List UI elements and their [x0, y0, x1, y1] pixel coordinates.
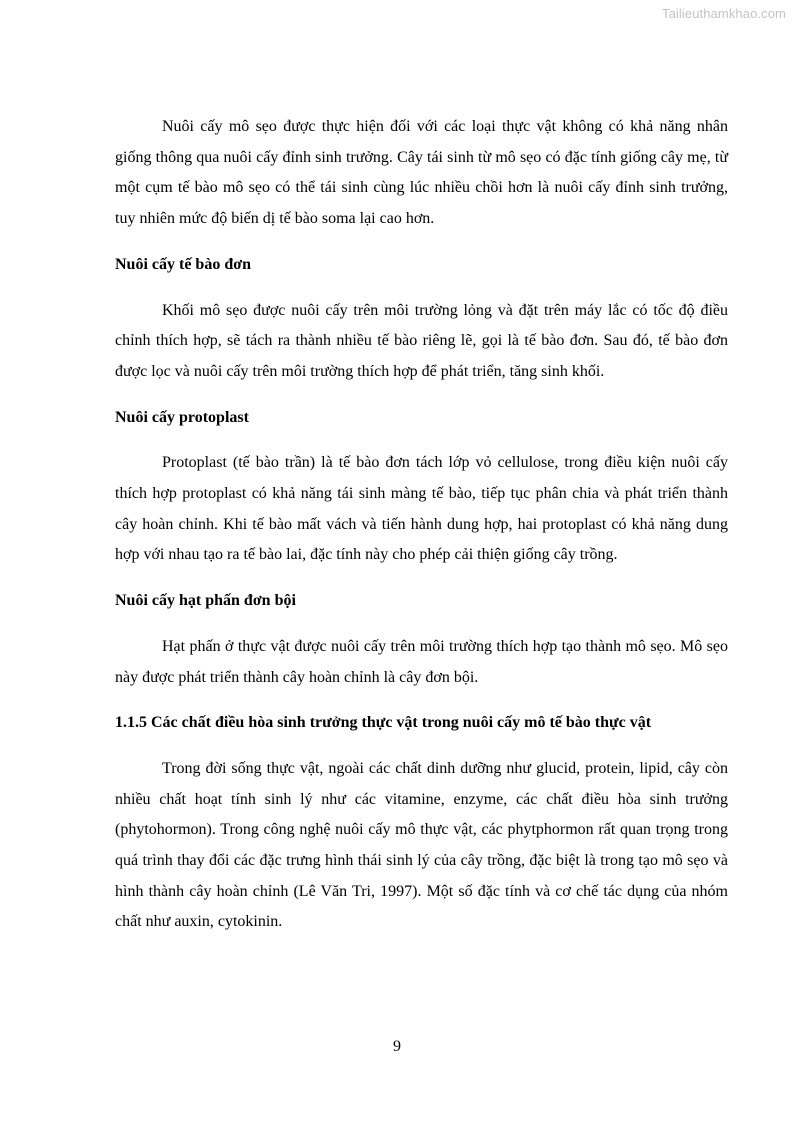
paragraph-protoplast-culture: Protoplast (tế bào trần) là tế bào đơn tách lớp vỏ cellulose, trong điều kiện nuôi cấy thích hợp protoplast có khả năng tái sinh màng tế bào, tiếp tục phân chia và phát triển thành cây hoàn chỉnh. Khi tế bào mất vách và tiến hành dung hợp, hai protoplast có khả năng dung hợp với nhau tạo ra tế bào lai, đặc tính này cho phép cải thiện giống cây trồng.: [115, 454, 728, 564]
watermark: Tailieuthamkhao.com: [661, 6, 786, 21]
paragraph-haploid-pollen-culture: Hạt phấn ở thực vật được nuôi cấy trên môi trường thích hợp tạo thành mô sẹo. Mô sẹo này được phát triển thành cây hoàn chỉnh là cây đơn bội.: [115, 637, 728, 686]
spacer: [115, 281, 728, 296]
paragraph-plant-growth-regulators: Trong đời sống thực vật, ngoài các chất dinh dưỡng như glucid, protein, lipid, cây còn nhiều chất hoạt tính sinh lý như các vitamine, enzyme, các chất điều hòa sinh trưởng (phytohormon). Trong công nghệ nuôi cấy mô thực vật, các phytphormon rất quan trọng trong quá trình thay đổi các đặc trưng hình thái sinh lý của cây trồng, đặc biệt là trong tạo mô sẹo và hình thành cây hoàn chỉnh (Lê Văn Tri, 1997). Một số đặc tính và cơ chế tác dụng của nhóm chất như auxin, cytokinin.: [115, 759, 728, 931]
spacer: [115, 617, 728, 632]
heading-haploid-pollen-culture: Nuôi cấy hạt phấn đơn bội: [115, 592, 296, 610]
heading-protoplast-culture: Nuôi cấy protoplast: [115, 408, 249, 426]
spacer: [115, 693, 728, 708]
document-body: [115, 112, 728, 938]
paragraph-callus-culture: Nuôi cấy mô sẹo được thực hiện đối với các loại thực vật không có khả năng nhân giống thông qua nuôi cấy đỉnh sinh trưởng. Cây tái sinh từ mô sẹo có đặc tính giống cây mẹ, từ một cụm tế bào mô sẹo có thể tái sinh cùng lúc nhiều chồi hơn là nuôi cấy đỉnh sinh trưởng, tuy nhiên mức độ biến dị tế bào soma lại cao hơn.: [115, 118, 728, 228]
spacer: [115, 433, 728, 448]
heading-single-cell-culture: Nuôi cấy tế bào đơn: [115, 255, 251, 273]
paragraph-single-cell-culture: Khối mô sẹo được nuôi cấy trên môi trường lỏng và đặt trên máy lắc có tốc độ điều chỉnh thích hợp, sẽ tách ra thành nhiều tế bào riêng lẽ, gọi là tế bào đơn. Sau đó, tế bào đơn được lọc và nuôi cấy trên môi trường thích hợp để phát triển, tăng sinh khối.: [115, 301, 728, 380]
heading-section-1-1-5: 1.1.5 Các chất điều hòa sinh trưởng thực vật trong nuôi cấy mô tế bào thực vật: [115, 714, 652, 732]
spacer: [115, 739, 728, 754]
spacer: [115, 571, 728, 586]
spacer: [115, 388, 728, 403]
page-number: 9: [393, 1038, 401, 1055]
spacer: [115, 235, 728, 250]
